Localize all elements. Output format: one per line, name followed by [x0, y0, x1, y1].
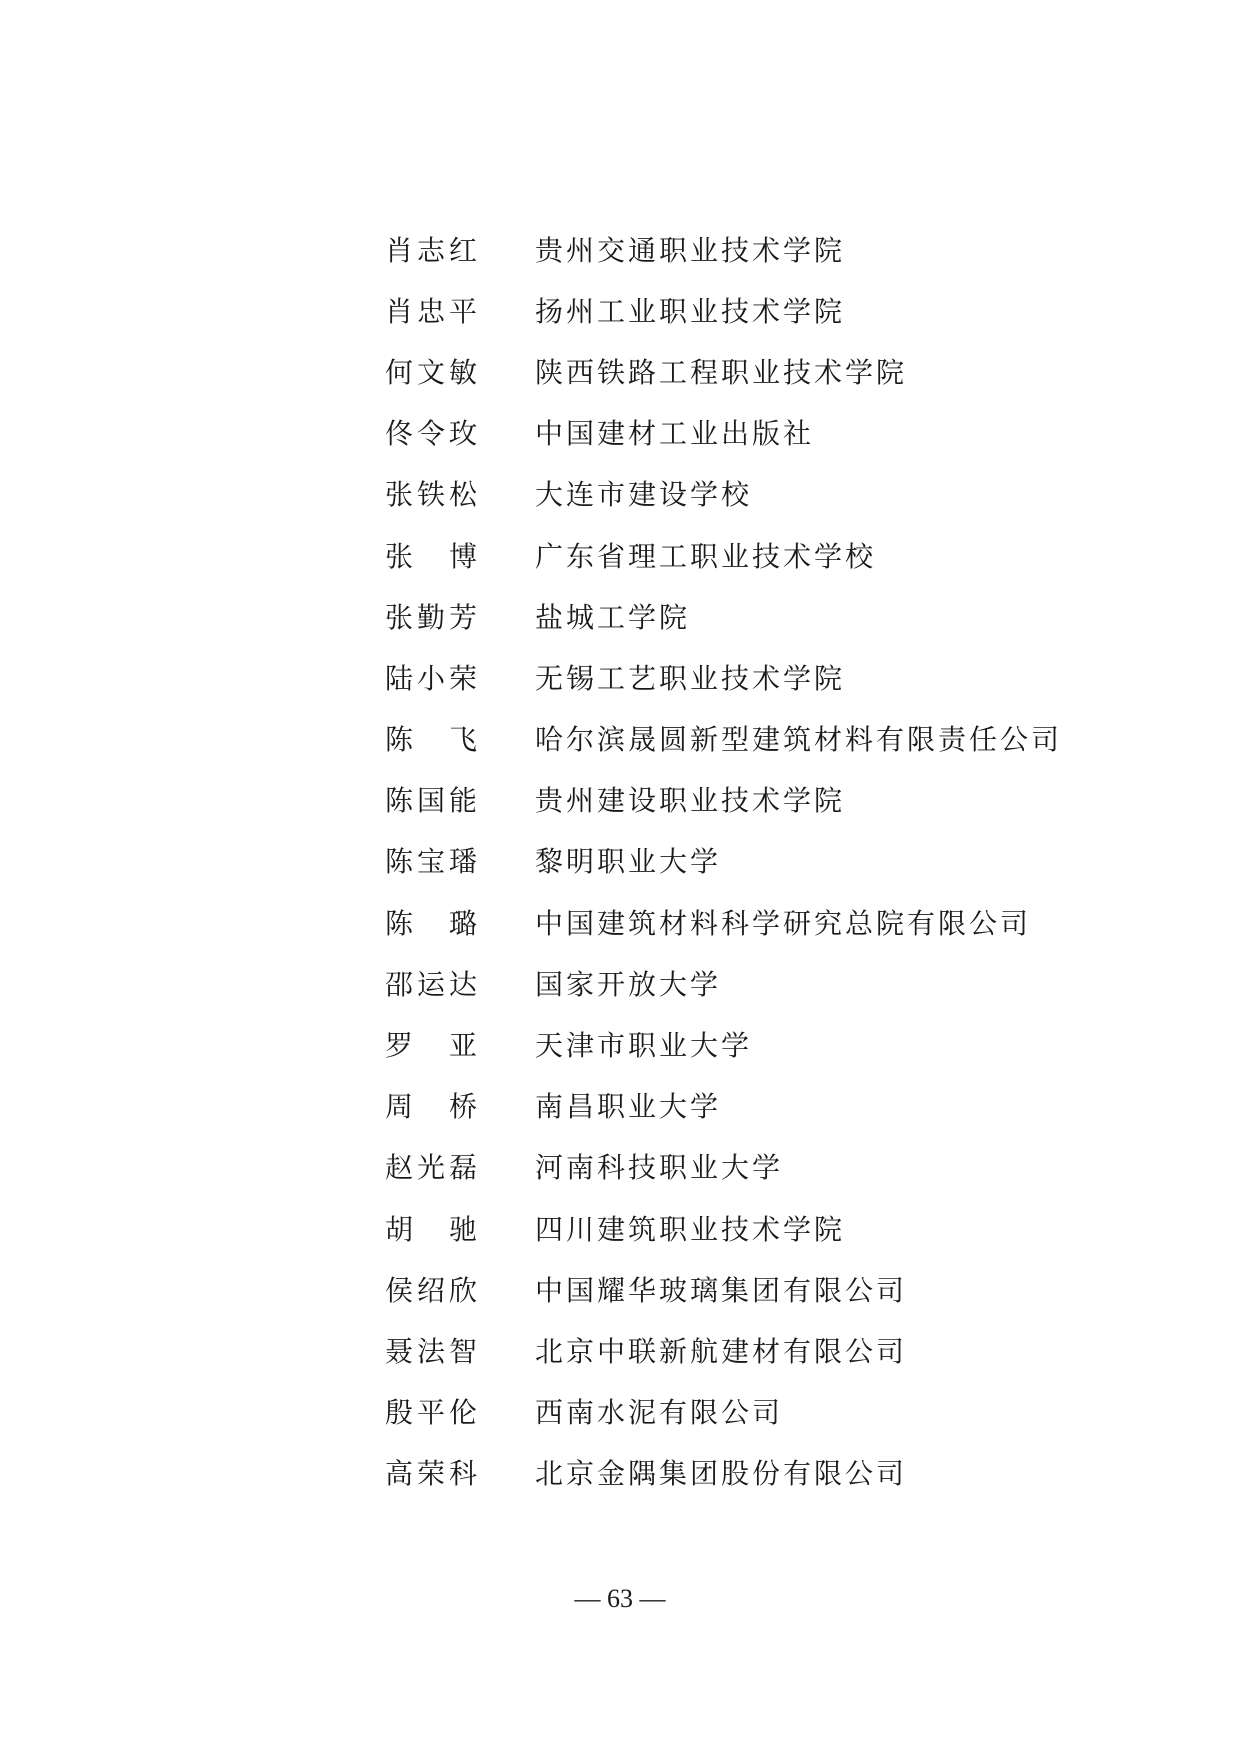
list-item	[385, 1258, 1145, 1319]
member-organization: 南昌职业大学	[535, 1090, 722, 1124]
member-name: 侯绍欣	[385, 1273, 482, 1307]
member-organization: 哈尔滨晟圆新型建筑材料有限责任公司	[535, 723, 1063, 757]
member-name: 陈国能	[385, 784, 482, 818]
member-organization: 天津市职业大学	[535, 1029, 753, 1063]
member-name: 周 桥	[385, 1090, 482, 1124]
list-item	[385, 1381, 1145, 1442]
member-organization: 中国耀华玻璃集团有限公司	[535, 1273, 908, 1307]
member-organization: 四川建筑职业技术学院	[535, 1212, 846, 1246]
list-item	[385, 646, 1145, 707]
member-organization: 陕西铁路工程职业技术学院	[535, 355, 908, 389]
list-item	[385, 402, 1145, 463]
member-name: 胡 驰	[385, 1212, 482, 1246]
list-item	[385, 830, 1145, 891]
member-organization: 无锡工艺职业技术学院	[535, 661, 846, 695]
member-organization: 河南科技职业大学	[535, 1151, 784, 1185]
member-name: 何文敏	[385, 355, 482, 389]
member-organization: 广东省理工职业技术学校	[535, 539, 877, 573]
list-item	[385, 279, 1145, 340]
member-name: 肖忠平	[385, 294, 482, 328]
member-name: 陈 璐	[385, 906, 482, 940]
list-item	[385, 1136, 1145, 1197]
member-name: 陆小荣	[385, 661, 482, 695]
member-organization: 国家开放大学	[535, 967, 722, 1001]
member-name: 赵光磊	[385, 1151, 482, 1185]
member-name: 肖志红	[385, 233, 482, 267]
member-name: 张铁松	[385, 478, 482, 512]
member-organization: 盐城工学院	[535, 600, 691, 634]
member-name: 殷平伦	[385, 1396, 482, 1430]
member-organization: 中国建筑材料科学研究总院有限公司	[535, 906, 1032, 940]
member-name: 陈宝璠	[385, 845, 482, 879]
member-organization: 中国建材工业出版社	[535, 417, 815, 451]
list-item	[385, 340, 1145, 401]
list-item	[385, 1442, 1145, 1503]
member-organization: 贵州交通职业技术学院	[535, 233, 846, 267]
list-item	[385, 708, 1145, 769]
member-list	[385, 218, 1145, 1503]
member-name: 张 博	[385, 539, 482, 573]
member-organization: 北京金隅集团股份有限公司	[535, 1457, 908, 1491]
member-organization: 扬州工业职业技术学院	[535, 294, 846, 328]
member-name: 佟令玫	[385, 417, 482, 451]
list-item	[385, 218, 1145, 279]
member-organization: 大连市建设学校	[535, 478, 753, 512]
list-item	[385, 1197, 1145, 1258]
member-organization: 西南水泥有限公司	[535, 1396, 784, 1430]
member-name: 陈 飞	[385, 723, 482, 757]
list-item	[385, 952, 1145, 1013]
member-organization: 贵州建设职业技术学院	[535, 784, 846, 818]
list-item	[385, 585, 1145, 646]
page-number: — 63 —	[574, 1584, 666, 1613]
list-item	[385, 1075, 1145, 1136]
member-name: 张勤芳	[385, 600, 482, 634]
list-item	[385, 891, 1145, 952]
list-item	[385, 463, 1145, 524]
list-item	[385, 1319, 1145, 1380]
member-name: 罗 亚	[385, 1029, 482, 1063]
member-organization: 黎明职业大学	[535, 845, 722, 879]
list-item	[385, 1013, 1145, 1074]
member-name: 邵运达	[385, 967, 482, 1001]
member-organization: 北京中联新航建材有限公司	[535, 1334, 908, 1368]
list-item	[385, 524, 1145, 585]
member-name: 高荣科	[385, 1457, 482, 1491]
list-item	[385, 769, 1145, 830]
member-name: 聂法智	[385, 1334, 482, 1368]
